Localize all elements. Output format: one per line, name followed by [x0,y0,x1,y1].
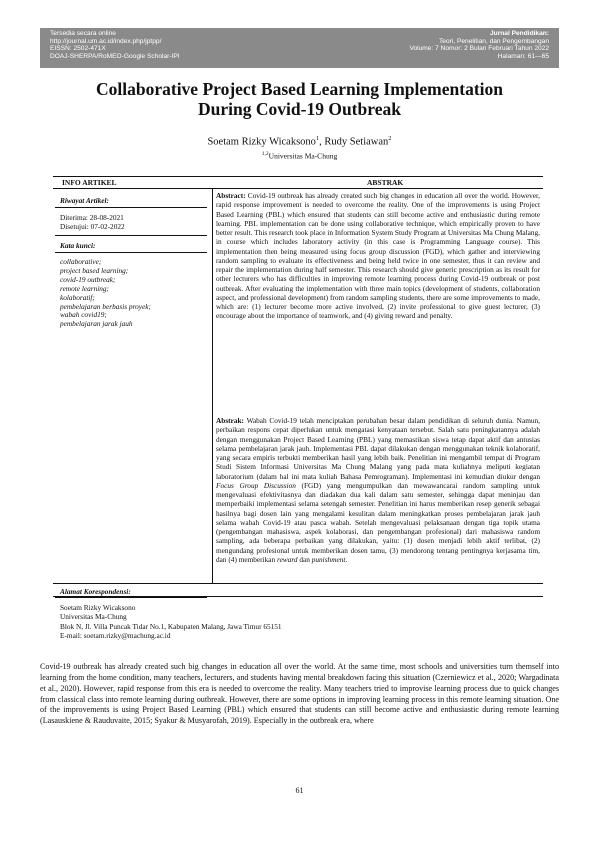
article-info-box [53,176,543,597]
header-divider [53,188,543,189]
author-affiliation-mark: 2 [388,135,392,142]
paper-title-line: During Covid-19 Outbreak [198,99,401,119]
journal-info-left [50,30,180,60]
author-name: Rudy Setiawan [324,136,389,148]
keyword-item: remote learning; [60,283,109,293]
keywords-label-divider [55,252,207,253]
abstract-indonesian-italic: Focus Group Discussion [216,480,296,490]
journal-title: Jurnal Pendidikan: [490,30,549,37]
journal-header-banner [40,28,559,68]
keyword-item: kolaboratif; [60,292,95,302]
author-affiliation-mark: 1 [315,135,320,142]
journal-subtitle: Teori, Penelitian, dan Pengembangan [439,37,549,45]
keyword-item: covid-19 outbreak; [60,274,116,284]
author-list [40,135,559,148]
availability-text: Tersedia secara online [50,30,116,37]
eissn-text: EISSN: 2502-471X [50,45,106,52]
keywords-label: Kata kunci: [60,241,96,250]
author-name: Soetam Rizky Wicaksono [207,136,316,148]
abstract-indonesian-text: (FGD) yang mengumpulkan dan mewawancarai random sampling untuk mengevaluasi efektivitasnya dan diadakan dua kali dalam satu semester, sehingga dapat meninjau dan memperbaiki implementasi selama setengah semester. Penelitian ini harus memberikan resep generik sebagai hasilnya bagi dosen lain yang mengalami kesulitan dalam meningkatkan proses pembelajaran jarak jauh selama wabah Covid-19 atau pasca wabah. Setelah mengevaluasi pelaksanaan dengan tiga topik utama (pengembangan mahasiswa, aspek kolaborasi, dan pengembangan profesional) dari mahasiswa random sampling, ada beberapa perbaikan yang dilakukan, yaitu: (1) dosen menjadi lebih aktif terlibat, (2) mengundang profesional untuk memberikan dosen tamu, (3) mendorong tentang pentingnya kerjasama tim, dan (4) memberikan [216,480,540,564]
affiliation-mark: 1,2 [261,151,269,157]
correspondence-name: Soetam Rizky Wicaksono [60,603,136,612]
paper-title [40,79,559,119]
affiliation-name: Universitas Ma-Chung [268,151,338,161]
info-heading: INFO ARTIKEL [62,178,117,187]
keywords-list [60,258,151,329]
received-date: Diterima: 28-08-2021 [60,213,124,222]
keyword-item: project based learning; [60,265,129,275]
abstract-indonesian [216,416,540,564]
correspondence-label: Alamat Korespondensi: [60,587,131,596]
journal-info-right [409,30,549,60]
affiliation [40,151,559,161]
paper-title-line: Collaborative Project Based Learning Implementation [96,79,503,99]
abstract-indonesian-text: . [345,554,348,564]
abstract-english-text: Covid-19 outbreak has already created such big changes in education all over the world. However, rapid response improvement is needed to overcome the reality. One of the improvements is using Project Based Learning (PBL) which ensured that students can still become active and enthusiastic during remote learning. PBL implementation can be done using collaborative technique, which empirically proven to have better result. This research took place in Information System Study Program at Universitas Ma Chung Malang, in course which includes laboratory activity (in this case is Programming Language course). This implementation then being measured using focus group discussion (FGD), which gather and interviewing random sampling to evaluate its effectiveness and being held twice in one semester, thus it can review and repair the implementation during half semester. This research should give generic prescription as its result for other lecturers who has difficulties in improving remote learning process during Covid-19 outbreak or post outbreak. After evaluating the implementation with three main topics (development of students, collaboration aspect, and professional development) from random sampling students, there are some improvements to made, which are: (1) lecturer become more active involved, (2) invite professional to give guest lecturer, (3) encourage about the importance of teamwork, and (4) giving reward and penalty. [216,191,540,321]
column-divider [212,188,213,583]
abstract-english [216,191,540,321]
abstract-english-label: Abstract: [216,191,246,200]
history-label-divider [55,207,207,208]
keyword-item: pembelajaran jarak jauh [60,319,133,329]
abstract-indonesian-italic: punishment [311,554,346,564]
abstract-indonesian-text: dan [297,554,312,564]
body-paragraph: Covid-19 outbreak has already created such big changes in education all over the world. At the same time, most schools and universities turn themself into learning from the home condition, many teachers, lecturers, and students having mental breakdown facing this situation (Czerniewicz et al., 2020; Wargadinata et al., 2020). However, rapid response from this era is needed to overcome the reality. Many teachers tried to improvise learning process due to quick changes from classical class into remote learning during outbreak. However, there are some options in improving learning process in this remote learning situation. One of the improvements is using Project Based Learning (PBL) which ensured that students can still become active and enthusiastic during remote learning (Lasauskiene & Rauduvaite, 2015; Syakur & Musyarofah, 2019). Especially in the outbreak era, where [40,662,559,726]
abstract-heading: ABSTRAK [367,178,404,187]
keyword-item: pembelajaran berbasis proyek; [60,301,151,311]
history-label: Riwayat Artikel: [60,196,109,205]
volume-info: Volume: 7 Nomor: 2 Bulan Februari Tahun 2022 [409,45,549,52]
keyword-item: wabah covid19; [60,310,107,320]
correspondence-email[interactable]: E-mail: soetam.rizky@machung.ac.id [60,630,171,640]
abstract-indonesian-text: Wabah Covid-19 telah menciptakan perubahan besar dalam pendidikan di seluruh dunia. Namun, perbaikan respons cepat diperlukan untuk mengatasi kenyataan tersebut. Salah satu peningkatannya adalah dengan menggunakan Project Based Learning (PBL) yang memastikan siswa tetap dapat aktif dan antusias selama pembelajaran jarak jauh. Implementasi PBL dapat dilakukan dengan menggunakan teknik kolaboratif, yang secara empiris terbukti memberikan hasil yang lebih baik. Penelitian ini mengambil tempat di Program Studi Sistem Informasi Universitas Ma Chung Malang yang pada mata kuliahnya meliputi kegiatan laboratorium (dalam hal ini mata kuliah Bahasa Pemrograman). Implementasi ini kemudian diukur dengan [216,416,540,481]
history-divider [55,235,207,236]
page-number: 61 [295,786,304,795]
correspondence-label-divider [55,597,207,598]
correspondence-details [60,603,282,640]
abstract-indonesian-italic: reward [277,554,298,564]
keyword-item: collaborative; [60,257,102,266]
correspondence-address: Blok N, Jl. Villa Puncak Tidar No.1, Kabupaten Malang, Jawa Timur 65151 [60,621,282,631]
indexing-text: DOAJ-SHERPA/RoMEO-Google Scholar-IPI [50,52,180,60]
correspondence-divider [53,583,543,584]
author-separator: , [319,136,325,148]
abstract-indonesian-label: Abstrak: [216,416,244,425]
journal-url[interactable]: http://journal.um.ac.id/index.php/jptpp/ [50,37,162,45]
accepted-date: Disetujui: 07-02-2022 [60,222,125,231]
pages-info: Halaman: 61—65 [497,52,549,60]
correspondence-institution: Universitas Ma-Chung [60,612,127,622]
